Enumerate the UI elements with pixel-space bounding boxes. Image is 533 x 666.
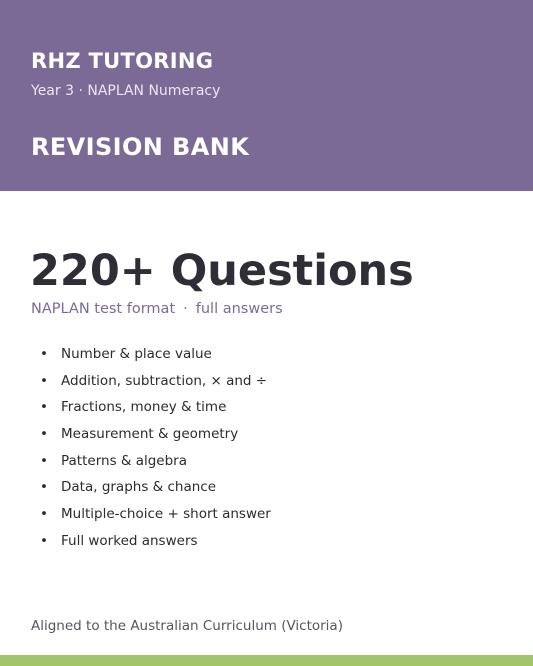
tagline-format: NAPLAN test format — [31, 301, 176, 317]
tagline-answers: full answers — [195, 301, 283, 317]
topic-label: Measurement & geometry — [61, 426, 239, 443]
topic-label: Multiple-choice + short answer — [61, 506, 271, 523]
section-title: REVISION BANK — [31, 133, 250, 161]
curriculum-note: Aligned to the Australian Curriculum (Victoria) — [31, 618, 343, 634]
bullet-icon: • — [40, 506, 48, 523]
topic-label: Fractions, money & time — [61, 399, 227, 416]
topic-label: Data, graphs & chance — [61, 479, 217, 496]
bullet-icon: • — [40, 346, 48, 362]
footer-accent-bar — [0, 655, 533, 666]
bullet-icon: • — [40, 532, 48, 549]
topic-label: Patterns & algebra — [61, 452, 188, 469]
bullet-icon: • — [40, 479, 48, 496]
bullet-icon: • — [40, 452, 48, 469]
brand-name: RHZ TUTORING — [31, 49, 214, 73]
bullet-icon: • — [40, 399, 48, 416]
tagline-separator: · — [183, 301, 188, 317]
subtitle: Year 3 · NAPLAN Numeracy — [31, 83, 221, 99]
bullet-icon: • — [40, 426, 48, 443]
topic-label: Full worked answers — [61, 532, 198, 549]
header-banner — [0, 0, 533, 191]
topic-label: Number & place value — [61, 346, 212, 362]
bullet-icon: • — [40, 372, 48, 389]
question-count-headline: 220+ Questions — [30, 246, 414, 296]
topic-label: Addition, subtraction, × and ÷ — [61, 372, 268, 389]
tagline — [31, 300, 283, 318]
